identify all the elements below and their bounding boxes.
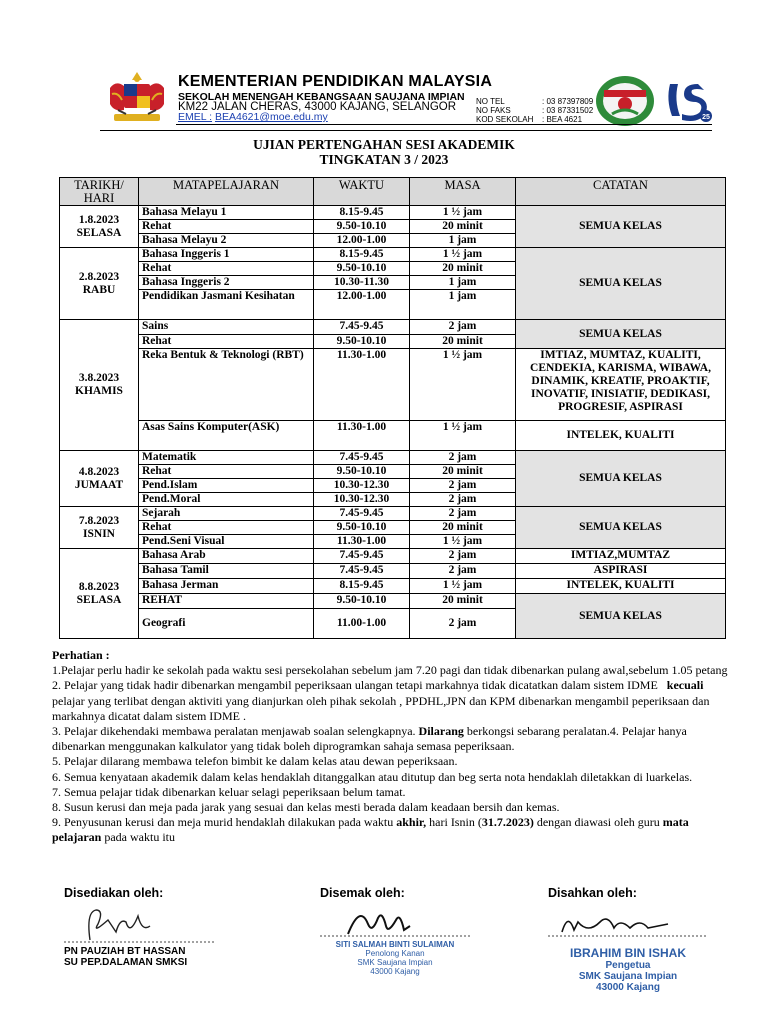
signature-scribble-icon bbox=[64, 902, 214, 946]
date-cell: 2.8.2023 RABU bbox=[60, 248, 139, 320]
time-cell: 7.45-9.45 bbox=[314, 320, 410, 335]
subject-cell: Sejarah bbox=[139, 507, 314, 521]
subject-cell: Asas Sains Komputer(ASK) bbox=[139, 421, 314, 451]
signature-label: Disediakan oleh: bbox=[64, 886, 164, 900]
subject-cell: Bahasa Jerman bbox=[139, 579, 314, 594]
contact-row: NO FAKS : 03 87331502 bbox=[476, 106, 594, 115]
letterhead bbox=[0, 0, 768, 140]
signatory-title: SU PEP.DALAMAN SMKSI bbox=[64, 957, 188, 968]
table-row bbox=[60, 421, 726, 451]
exam-schedule-table bbox=[59, 177, 726, 639]
note-cell: ASPIRASI bbox=[516, 564, 726, 579]
date-cell: 8.8.2023 SELASA bbox=[60, 549, 139, 639]
school-name: SEKOLAH MENENGAH KEBANGSAAN SAUJANA IMPIAN bbox=[178, 91, 465, 103]
duration-cell: 2 jam bbox=[410, 564, 516, 579]
header-rule bbox=[176, 124, 712, 125]
stamp-line: 43000 Kajang bbox=[596, 982, 660, 993]
duration-cell: 1 ½ jam bbox=[410, 421, 516, 451]
signature-checked bbox=[320, 886, 470, 976]
duration-cell: 1 ½ jam bbox=[410, 579, 516, 594]
subject-cell: Bahasa Inggeris 1 bbox=[139, 248, 314, 262]
duration-cell: 20 minit bbox=[410, 521, 516, 535]
stamp-line: SMK Saujana Impian bbox=[578, 971, 678, 982]
subject-cell: Pend.Islam bbox=[139, 479, 314, 493]
contact-info bbox=[476, 97, 593, 124]
contact-row: NO TEL : 03 87397809 bbox=[476, 97, 594, 106]
date-cell: 4.8.2023 JUMAAT bbox=[60, 451, 139, 507]
duration-cell: 20 minit bbox=[410, 262, 516, 276]
note-cell: INTELEK, KUALITI bbox=[516, 579, 726, 594]
duration-cell: 1 ½ jam bbox=[410, 248, 516, 262]
time-cell: 8.15-9.45 bbox=[314, 248, 410, 262]
time-cell: 9.50-10.10 bbox=[314, 594, 410, 609]
table-row bbox=[60, 594, 726, 609]
email-label: EMEL : bbox=[178, 111, 213, 123]
time-cell: 7.45-9.45 bbox=[314, 451, 410, 465]
subject-cell: Rehat bbox=[139, 521, 314, 535]
table-row bbox=[60, 451, 726, 465]
time-cell: 11.30-1.00 bbox=[314, 535, 410, 549]
time-cell: 9.50-10.10 bbox=[314, 465, 410, 479]
time-cell: 10.30-12.30 bbox=[314, 493, 410, 507]
stamp-line: Penolong Kanan bbox=[365, 949, 425, 958]
duration-cell: 20 minit bbox=[410, 220, 516, 234]
table-row bbox=[60, 349, 726, 421]
duration-cell: 1 jam bbox=[410, 276, 516, 290]
table-row bbox=[60, 248, 726, 262]
time-cell: 7.45-9.45 bbox=[314, 507, 410, 521]
table-row bbox=[60, 206, 726, 220]
duration-cell: 20 minit bbox=[410, 335, 516, 349]
subject-cell: Bahasa Inggeris 2 bbox=[139, 276, 314, 290]
note-cell: SEMUA KELAS bbox=[516, 451, 726, 507]
page-title: UJIAN PERTENGAHAN SESI AKADEMIK bbox=[253, 137, 515, 152]
table-row bbox=[60, 564, 726, 579]
subject-cell: Bahasa Melayu 1 bbox=[139, 206, 314, 220]
duration-cell: 1 ½ jam bbox=[410, 206, 516, 220]
note-cell: IMTIAZ,MUMTAZ bbox=[516, 549, 726, 564]
time-cell: 11.30-1.00 bbox=[314, 421, 410, 451]
time-cell: 8.15-9.45 bbox=[314, 206, 410, 220]
note-item: 2. Pelajar yang tidak hadir dibenarkan mengambil peperiksaan ulangan tetapi markahnya tidak dicatatkan dalam sistem IDME kecuali pelajar yang terlibat dengan aktiviti yang dianjurkan oleh pihak sekolah , PPDHL,JPN dan KPM dibenarkan mengambil peperiksaan dan markahnya dicatat dalam sistem IDME . bbox=[52, 678, 710, 723]
signature-prepared bbox=[64, 886, 214, 968]
time-cell: 8.15-9.45 bbox=[314, 579, 410, 594]
column-header: MASA bbox=[410, 178, 516, 206]
signature-approved bbox=[548, 886, 708, 993]
column-header: CATATAN bbox=[516, 178, 726, 206]
table-row bbox=[60, 320, 726, 335]
time-cell: 10.30-11.30 bbox=[314, 276, 410, 290]
time-cell: 11.30-1.00 bbox=[314, 349, 410, 421]
time-cell: 7.45-9.45 bbox=[314, 549, 410, 564]
duration-cell: 2 jam bbox=[410, 549, 516, 564]
note-item: 7. Semua pelajar tidak dibenarkan keluar selagi peperiksaan belum tamat. bbox=[52, 784, 406, 799]
column-header: WAKTU bbox=[314, 178, 410, 206]
duration-cell: 20 minit bbox=[410, 594, 516, 609]
signature-label: Disemak oleh: bbox=[320, 886, 405, 900]
duration-cell: 2 jam bbox=[410, 479, 516, 493]
time-cell: 9.50-10.10 bbox=[314, 521, 410, 535]
time-cell: 11.00-1.00 bbox=[314, 609, 410, 639]
subject-cell: Pendidikan Jasmani Kesihatan bbox=[139, 290, 314, 320]
note-cell: SEMUA KELAS bbox=[516, 594, 726, 639]
school-address: KM22 JALAN CHERAS, 43000 KAJANG, SELANGOR bbox=[178, 101, 457, 113]
date-cell: 7.8.2023 ISNIN bbox=[60, 507, 139, 549]
stamp-name: SITI SALMAH BINTI SULAIMAN bbox=[335, 940, 455, 949]
note-item: 5. Pelajar dilarang membawa telefon bimbit ke dalam kelas atau dewan peperiksaan. bbox=[52, 754, 458, 769]
subject-cell: Rehat bbox=[139, 220, 314, 234]
note-cell: SEMUA KELAS bbox=[516, 248, 726, 320]
subject-cell: Pend.Moral bbox=[139, 493, 314, 507]
time-cell: 12.00-1.00 bbox=[314, 234, 410, 248]
note-cell: INTELEK, KUALITI bbox=[516, 421, 726, 451]
subject-cell: Pend.Seni Visual bbox=[139, 535, 314, 549]
stamp-line: Pengetua bbox=[605, 960, 651, 971]
time-cell: 7.45-9.45 bbox=[314, 564, 410, 579]
note-cell: SEMUA KELAS bbox=[516, 320, 726, 349]
subject-cell: Rehat bbox=[139, 465, 314, 479]
signatory-name: PN PAUZIAH BT HASSAN bbox=[64, 946, 186, 957]
time-cell: 10.30-12.30 bbox=[314, 479, 410, 493]
table-header-row bbox=[60, 178, 726, 206]
contact-row: KOD SEKOLAH : BEA 4621 bbox=[476, 115, 583, 124]
duration-cell: 20 minit bbox=[410, 465, 516, 479]
subject-cell: Bahasa Tamil bbox=[139, 564, 314, 579]
date-cell: 3.8.2023 KHAMIS bbox=[60, 320, 139, 451]
duration-cell: 2 jam bbox=[410, 493, 516, 507]
school-email bbox=[178, 111, 328, 123]
column-header: MATAPELAJARAN bbox=[139, 178, 314, 206]
school-logo-icon bbox=[594, 74, 656, 128]
date-cell: 1.8.2023 SELASA bbox=[60, 206, 139, 248]
subject-cell: REHAT bbox=[139, 594, 314, 609]
subject-cell: Rehat bbox=[139, 262, 314, 276]
duration-cell: 2 jam bbox=[410, 320, 516, 335]
brand-logo-icon bbox=[664, 78, 714, 124]
note-cell: SEMUA KELAS bbox=[516, 206, 726, 248]
duration-cell: 2 jam bbox=[410, 507, 516, 521]
header-rule bbox=[100, 130, 712, 131]
table-row bbox=[60, 549, 726, 564]
subject-cell: Bahasa Melayu 2 bbox=[139, 234, 314, 248]
stamp-name: IBRAHIM BIN ISHAK bbox=[570, 946, 686, 960]
table-row bbox=[60, 579, 726, 594]
note-item: 8. Susun kerusi dan meja pada jarak yang sesuai dan kelas mesti berada dalam keadaan bersih dan kemas. bbox=[52, 800, 560, 815]
subject-cell: Rehat bbox=[139, 335, 314, 349]
duration-cell: 1 ½ jam bbox=[410, 349, 516, 421]
subject-cell: Reka Bentuk & Teknologi (RBT) bbox=[139, 349, 314, 421]
page-subtitle: TINGKATAN 3 / 2023 bbox=[319, 152, 449, 167]
notes-section bbox=[52, 648, 728, 846]
ministry-name: KEMENTERIAN PENDIDIKAN MALAYSIA bbox=[178, 73, 493, 90]
signature-scribble-icon bbox=[548, 904, 708, 940]
column-header: TARIKH/ HARI bbox=[60, 178, 139, 206]
stamp-line: 43000 Kajang bbox=[370, 967, 420, 976]
time-cell: 12.00-1.00 bbox=[314, 290, 410, 320]
signature-scribble-icon bbox=[320, 900, 470, 940]
duration-cell: 2 jam bbox=[410, 609, 516, 639]
brand-badge-text: 25 bbox=[702, 114, 710, 121]
note-item: 1.Pelajar perlu hadir ke sekolah pada waktu sesi persekolahan sebelum jam 7.20 pagi dan tidak dibenarkan pulang awal,sebelum 1.05 petang bbox=[52, 663, 728, 678]
note-cell: IMTIAZ, MUMTAZ, KUALITI, CENDEKIA, KARISMA, WIBAWA, DINAMIK, KREATIF, PROAKTIF, INOVATIF, INISIATIF, DEDIKASI, PROGRESIF, ASPIRASI bbox=[516, 349, 726, 421]
time-cell: 9.50-10.10 bbox=[314, 220, 410, 234]
subject-cell: Geografi bbox=[139, 609, 314, 639]
time-cell: 9.50-10.10 bbox=[314, 262, 410, 276]
time-cell: 9.50-10.10 bbox=[314, 335, 410, 349]
email-link[interactable]: BEA4621@moe.edu.my bbox=[214, 111, 328, 123]
note-item: 6. Semua kenyataan akademik dalam kelas hendaklah ditanggalkan atau ditutup dan beg serta nota hendaklah diletakkan di luarkelas. bbox=[52, 769, 693, 784]
subject-cell: Bahasa Arab bbox=[139, 549, 314, 564]
duration-cell: 1 jam bbox=[410, 290, 516, 320]
duration-cell: 1 ½ jam bbox=[410, 535, 516, 549]
subject-cell: Matematik bbox=[139, 451, 314, 465]
subject-cell: Sains bbox=[139, 320, 314, 335]
stamp-line: SMK Saujana Impian bbox=[357, 958, 433, 967]
signature-label: Disahkan oleh: bbox=[548, 886, 637, 900]
note-item: 3. Pelajar dikehendaki membawa peralatan menjawab soalan selengkapnya. Dilarang berkongsi sebarang peralatan.4. Pelajar hanya dibenarkan menggunakan kalkulator yang tidak boleh diprogramkan sahaja semasa peperiksaan. bbox=[52, 724, 687, 754]
note-item: 9. Penyusunan kerusi dan meja murid hendaklah dilakukan pada waktu akhir, hari Isnin (31.7.2023) dengan diawasi oleh guru mata pelajaran pada waktu itu bbox=[52, 815, 689, 845]
notes-heading: Perhatian : bbox=[52, 648, 110, 662]
malaysia-coat-of-arms-icon bbox=[104, 70, 170, 128]
table-row bbox=[60, 507, 726, 521]
note-cell: SEMUA KELAS bbox=[516, 507, 726, 549]
duration-cell: 2 jam bbox=[410, 451, 516, 465]
duration-cell: 1 jam bbox=[410, 234, 516, 248]
